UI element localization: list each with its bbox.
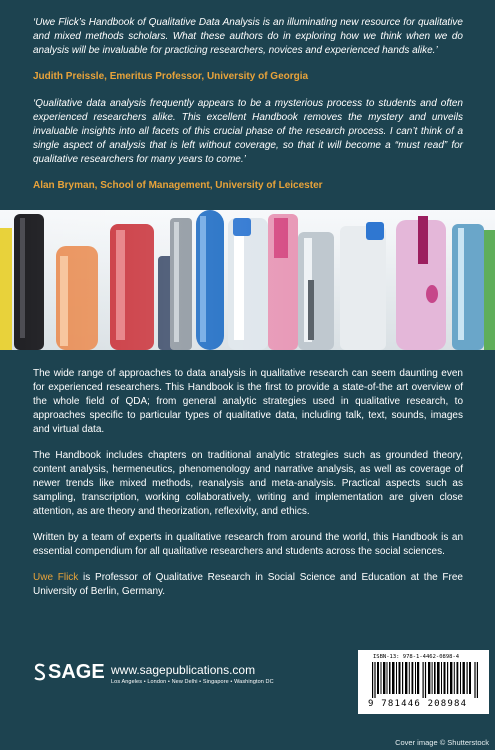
sage-mark-icon [33, 663, 47, 681]
description-paragraph-1: The wide range of approaches to data analysis in qualitative research can seem daunting even for experienced researchers. This Handbook is the first to provide a state-of-the art overview of the whole field of QDA; from general analytic strategies used in qualitative research, to approaches specific to particular types of qualitative data, including talk, text, sounds, images and virtual data. [33, 368, 463, 435]
review-quote-text: Handbook removes the mystery and unveils invaluable insights into all facets of this crucial phase of the research process. I can’t think of a single aspect of analysis that is left without coverage, so that it will become a “must read” for qualitative researchers for many years to come.’ [33, 112, 463, 165]
cover-image-pens [0, 210, 495, 350]
cover-image-credit: Cover image © Shutterstock [395, 738, 489, 747]
publisher-cities: Los Angeles • London • New Delhi • Singapore • Washington DC [111, 679, 274, 685]
barcode-digits: 9 781446 208984 [368, 699, 468, 709]
author-bio-text: is Professor of Qualitative Research in Social Science and Education at the Free University of Berlin, Germany. [33, 572, 463, 597]
pens-illustration [0, 210, 495, 350]
review-attribution-2: Alan Bryman, School of Management, University of Leicester [33, 180, 323, 191]
isbn-label: ISBN-13: 978-1-4462-0898-4 [373, 654, 460, 660]
reviews-section [33, 16, 463, 206]
author-name: Uwe Flick [33, 572, 79, 583]
review-quote-lead: ‘Uwe Flick’s [33, 17, 86, 28]
sage-logo-text: SAGE [48, 660, 105, 683]
book-description [33, 367, 463, 611]
review-attribution-1: Judith Preissle, Emeritus Professor, University of Georgia [33, 71, 309, 82]
review-quote-1 [33, 16, 463, 58]
review-quote-text: Handbook of Qualitative Data Analysis is an illuminating new resource for qualitative and mixed methods scholars. What these authors do in exploring how we think when we do analysis will be invaluable for practicing researchers, novices and experienced hands alike.’ [33, 17, 463, 56]
author-bio [33, 571, 463, 599]
description-paragraph-2: The Handbook includes chapters on traditional analytic strategies such as grounded theory, content analysis, hermeneutics, phenomenology and narrative analysis, as well as coverage of newer trends like mixed methods, reanalysis and meta-analysis. Practical aspects such as sampling, transcription, working collaboratively, writing and implementation are given close attention, as are theory and theorization, reflexivity, and ethics. [33, 450, 463, 517]
barcode-icon [372, 662, 478, 698]
review-quote-lead: ‘Qualitative data analysis frequently appears to be a mysterious process to students and often experienced researchers alike. This excellent [33, 98, 463, 123]
barcode-box [358, 650, 489, 714]
sage-logo [33, 662, 105, 682]
review-quote-2 [33, 97, 463, 167]
description-paragraph-3: Written by a team of experts in qualitative research from around the world, this Handbook is an essential compendium for all qualitative researchers and students across the social sciences. [33, 532, 463, 557]
publisher-url[interactable]: www.sagepublications.com [111, 663, 256, 677]
back-cover-footer [0, 650, 495, 750]
